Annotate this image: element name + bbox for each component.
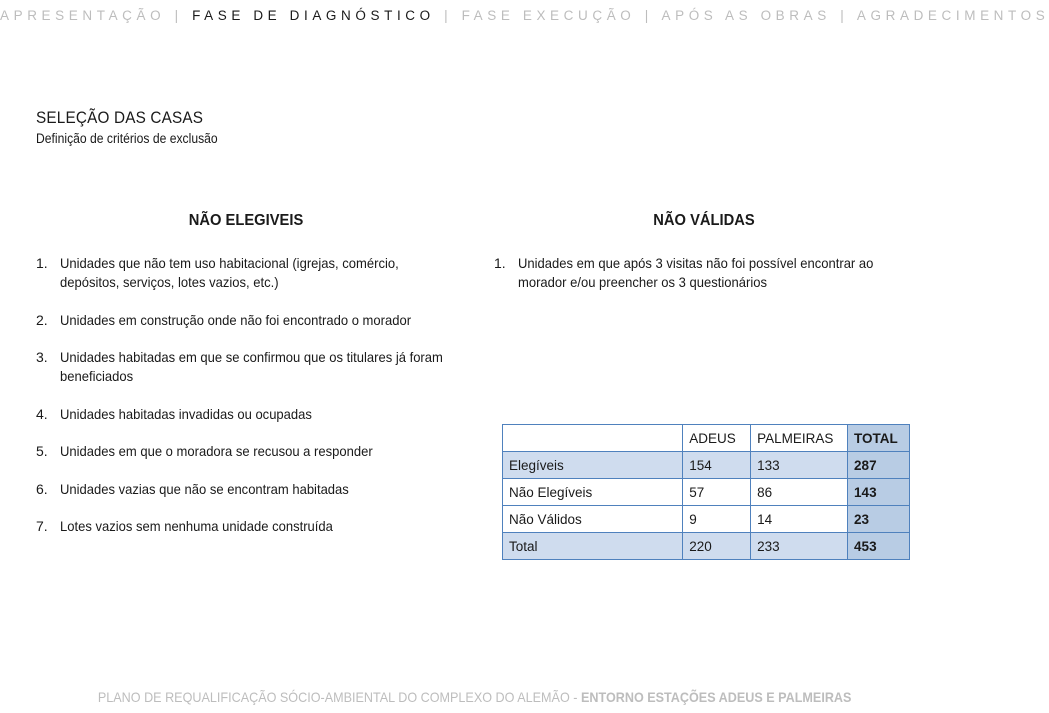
list-number: 6. [36,480,48,497]
table-header-cell: ADEUS [683,425,751,452]
list-number: 2. [36,311,48,328]
summary-table [502,424,910,560]
list-item-text: Unidades em que após 3 visitas não foi possível encontrar ao morador e/ou preencher os 3 questionários [518,255,874,290]
footer [0,689,950,705]
list-item-text: Lotes vazios sem nenhuma unidade construída [60,518,333,534]
table-cell: 143 [848,479,910,506]
table-cell: 233 [751,533,848,560]
list-item [36,517,456,536]
table-cell: 57 [683,479,751,506]
section-subtitle: Definição de critérios de exclusão [36,131,218,146]
list-item-text: Unidades em que o moradora se recusou a responder [60,443,373,459]
nav-item-apos-as-obras[interactable]: APÓS AS OBRAS [661,8,831,23]
table-cell: 14 [751,506,848,533]
table-row [503,533,910,560]
footer-strong-text: ENTORNO ESTAÇÕES ADEUS E PALMEIRAS [581,689,852,705]
nav-item-fase-diagnostico[interactable]: FASE DE DIAGNÓSTICO [192,8,435,23]
nav-item-apresentacao[interactable]: APRESENTAÇÃO [0,8,166,23]
list-number: 1. [36,255,48,271]
nao-validas-list [494,254,914,292]
list-number: 7. [36,518,48,534]
nav-separator: | [174,8,183,23]
list-item [36,442,456,461]
nao-validas-heading: NÃO VÁLIDAS [653,212,755,229]
list-number: 5. [36,443,48,459]
table-cell: 453 [848,533,910,560]
list-item-text: Unidades que não tem uso habitacional (igrejas, comércio, depósitos, serviços, lotes vazios, etc.) [60,255,399,290]
table-cell: Total [503,533,683,560]
table-cell: 9 [683,506,751,533]
table-cell: 154 [683,452,751,479]
list-item-text: Unidades habitadas em que se confirmou que os titulares já foram beneficiados [60,349,443,384]
list-number: 4. [36,405,48,422]
table-cell: Não Válidos [503,506,683,533]
list-item [36,405,456,424]
table-header-row [503,425,910,452]
nav-separator: | [644,8,653,23]
nav-separator: | [444,8,453,23]
list-item [36,348,456,386]
table-row [503,452,910,479]
table-header-cell: TOTAL [848,425,910,452]
list-item-text: Unidades habitadas invadidas ou ocupadas [60,405,312,422]
top-navigation [0,8,1049,23]
list-item [36,311,456,330]
list-item [494,254,914,292]
table-cell: Não Elegíveis [503,479,683,506]
table-cell: 133 [751,452,848,479]
list-item [36,254,456,292]
nav-separator: | [840,8,849,23]
table-cell: 220 [683,533,751,560]
footer-text: PLANO DE REQUALIFICAÇÃO SÓCIO-AMBIENTAL DO COMPLEXO DO ALEMÃO - [98,689,582,705]
list-item-text: Unidades em construção onde não foi encontrado o morador [60,311,412,328]
table-cell: 23 [848,506,910,533]
section-title: SELEÇÃO DAS CASAS [36,108,204,127]
table-cell: 86 [751,479,848,506]
nav-item-agradecimentos[interactable]: AGRADECIMENTOS [856,8,1049,23]
table-cell: 287 [848,452,910,479]
nav-item-fase-execucao[interactable]: FASE EXECUÇÃO [461,8,636,23]
nao-elegiveis-heading: NÃO ELEGIVEIS [188,212,304,229]
table-row [503,479,910,506]
table-header-cell: PALMEIRAS [751,425,848,452]
table-header-cell [503,425,683,452]
list-number: 3. [36,349,48,365]
table-row [503,506,910,533]
list-number: 1. [494,255,506,271]
list-item-text: Unidades vazias que não se encontram habitadas [60,480,349,497]
table-cell: Elegíveis [503,452,683,479]
list-item [36,480,456,499]
nao-elegiveis-list [36,254,456,555]
